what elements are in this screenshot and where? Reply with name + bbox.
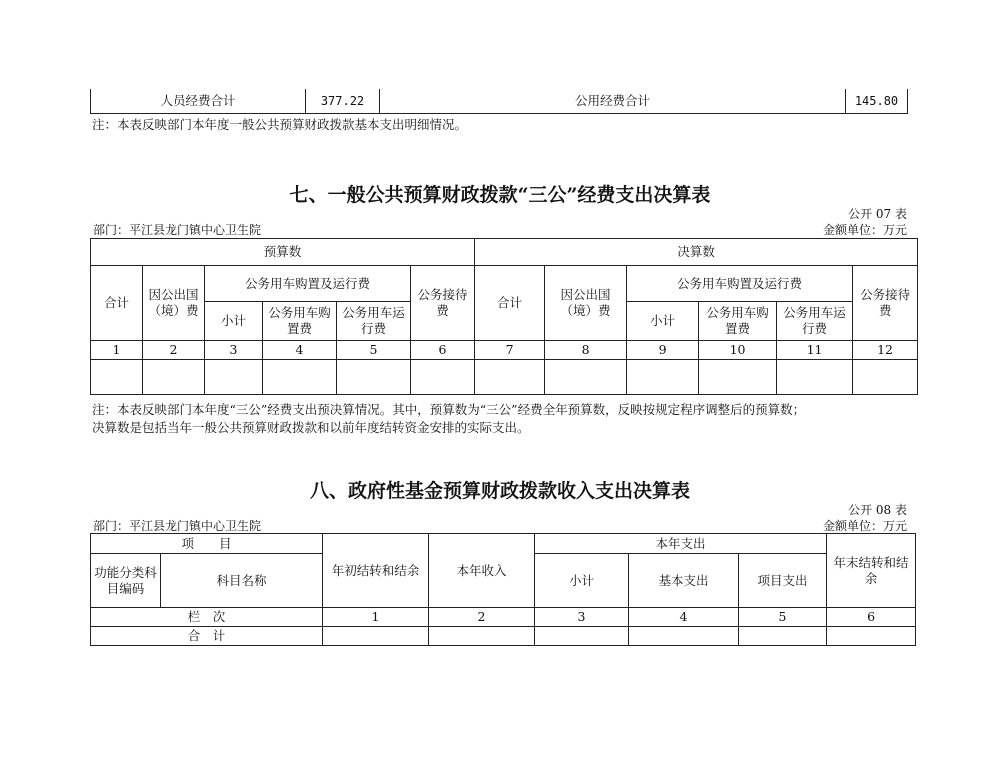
final-subtotal-header: 小计: [627, 302, 699, 341]
column-number: 1: [91, 341, 143, 360]
budget-subtotal-header: 小计: [205, 302, 263, 341]
column-number: 11: [777, 341, 853, 360]
data-cell: [337, 360, 411, 395]
section7-department: 部门：平江县龙门镇中心卫生院: [93, 223, 262, 237]
column-number: 10: [699, 341, 777, 360]
budget-total-header: 合计: [91, 266, 143, 341]
section8-form-number: 公开 08 表: [848, 503, 907, 517]
data-cell: [629, 627, 739, 646]
final-total-header: 合计: [475, 266, 545, 341]
project-expense-header: 项目支出: [739, 554, 827, 608]
personnel-total-value: 377.22: [306, 89, 380, 113]
data-cell: [739, 627, 827, 646]
section8-title: 八、政府性基金预算财政拨款收入支出决算表: [309, 480, 690, 502]
data-cell: [143, 360, 205, 395]
section8-department: 部门：平江县龙门镇中心卫生院: [93, 519, 262, 533]
budget-reception-header: 公务接待费: [411, 266, 475, 341]
basic-expense-note: 注：本表反映部门本年度一般公共预算财政拨款基本支出明细情况。: [92, 117, 468, 132]
public-total-label: 公用经费合计: [380, 89, 846, 113]
data-cell: [853, 360, 918, 395]
closing-balance-header: 年末结转和结余: [827, 534, 916, 608]
basic-expense-header: 基本支出: [629, 554, 739, 608]
data-cell: [205, 360, 263, 395]
three-public-note-line1: 注：本表反映部门本年度“三公”经费支出预决算情况。其中，预算数为“三公”经费全年预算数，反映按规定程序调整后的预算数；: [92, 402, 806, 417]
column-number: 9: [627, 341, 699, 360]
current-income-header: 本年收入: [429, 534, 535, 608]
data-cell: [545, 360, 627, 395]
column-number: 7: [475, 341, 545, 360]
item-header: 项 目: [91, 534, 323, 554]
function-code-header: 功能分类科目编码: [91, 554, 161, 608]
column-number: 3: [205, 341, 263, 360]
government-fund-table: [90, 533, 916, 646]
opening-balance-header: 年初结转和结余: [323, 534, 429, 608]
data-cell: [475, 360, 545, 395]
budget-abroad-header: 因公出国（境）费: [143, 266, 205, 341]
data-cell: [777, 360, 853, 395]
data-cell: [827, 627, 916, 646]
column-number: 8: [545, 341, 627, 360]
budget-car-run-header: 公务用车运行费: [337, 302, 411, 341]
data-cell: [263, 360, 337, 395]
column-number: 6: [827, 608, 916, 627]
section7-title: 七、一般公共预算财政拨款“三公”经费支出决算表: [289, 184, 711, 206]
column-number: 1: [323, 608, 429, 627]
three-public-note-line2: 决算数是包括当年一般公共预算财政拨款和以前年度结转资金安排的实际支出。: [92, 420, 530, 435]
current-expense-header: 本年支出: [535, 534, 827, 554]
data-cell: [91, 360, 143, 395]
final-car-group-header: 公务用车购置及运行费: [627, 266, 853, 302]
data-cell: [411, 360, 475, 395]
budget-car-group-header: 公务用车购置及运行费: [205, 266, 411, 302]
column-number: 3: [535, 608, 629, 627]
budget-header: 预算数: [91, 239, 475, 266]
three-public-expense-table: [90, 238, 918, 395]
data-cell: [323, 627, 429, 646]
final-car-buy-header: 公务用车购置费: [699, 302, 777, 341]
final-abroad-header: 因公出国（境）费: [545, 266, 627, 341]
column-number: 5: [337, 341, 411, 360]
subject-name-header: 科目名称: [161, 554, 323, 608]
section7-unit: 金额单位：万元: [822, 223, 907, 237]
data-cell: [627, 360, 699, 395]
public-total-value: 145.80: [846, 89, 908, 113]
total-row-label: 合 计: [91, 627, 323, 646]
data-cell: [429, 627, 535, 646]
final-header: 决算数: [475, 239, 918, 266]
column-number: 6: [411, 341, 475, 360]
column-number: 2: [429, 608, 535, 627]
data-cell: [699, 360, 777, 395]
column-number: 5: [739, 608, 827, 627]
data-cell: [535, 627, 629, 646]
final-reception-header: 公务接待费: [853, 266, 918, 341]
final-car-run-header: 公务用车运行费: [777, 302, 853, 341]
column-number: 12: [853, 341, 918, 360]
personnel-total-label: 人员经费合计: [91, 89, 306, 113]
column-number: 4: [629, 608, 739, 627]
section8-unit: 金额单位：万元: [822, 519, 907, 533]
budget-car-buy-header: 公务用车购置费: [263, 302, 337, 341]
basic-expense-summary-table: [90, 89, 908, 114]
expense-subtotal-header: 小计: [535, 554, 629, 608]
row-column-label: 栏 次: [91, 608, 323, 627]
column-number: 4: [263, 341, 337, 360]
section7-form-number: 公开 07 表: [848, 207, 907, 221]
column-number: 2: [143, 341, 205, 360]
